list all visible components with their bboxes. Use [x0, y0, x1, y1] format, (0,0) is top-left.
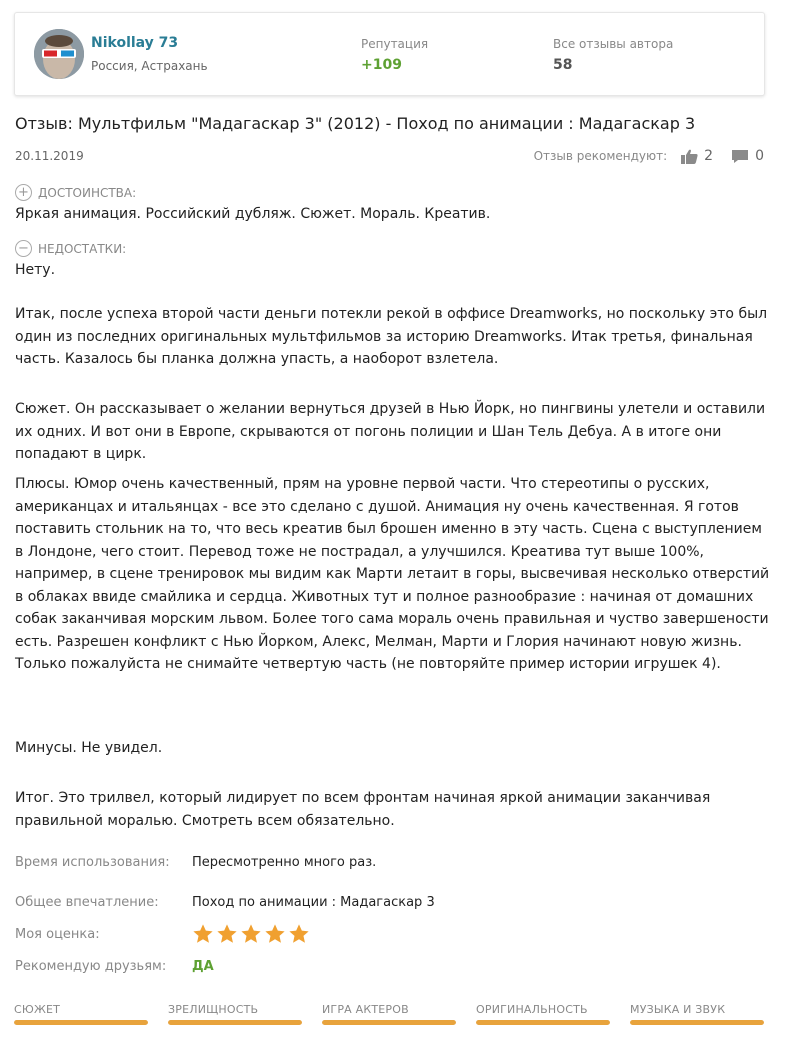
- criterion-item: [476, 1003, 610, 1025]
- review-paragraph: Итог. Это трилвел, который лидирует по всем фронтам начиная яркой анимации заканчивая правильной моралью. Смотреть всем обязательно.: [15, 790, 711, 829]
- cons-label: НЕДОСТАТКИ:: [38, 241, 127, 256]
- criterion-bar-fill: [168, 1020, 302, 1025]
- star-icon: [216, 923, 238, 945]
- star-icon: [240, 923, 262, 945]
- criterion-label: СЮЖЕТ: [14, 1003, 61, 1016]
- review-date: 20.11.2019: [15, 149, 84, 163]
- reputation-value: +109: [361, 57, 402, 73]
- author-location: Россия, Астрахань: [91, 59, 208, 73]
- plus-icon: +: [15, 184, 32, 201]
- review-title: Отзыв: Мультфильм "Мадагаскар 3" (2012) - Поход по анимации : Мадагаскар 3: [15, 114, 696, 133]
- criterion-bar: [14, 1020, 148, 1025]
- rating-stars: [192, 923, 310, 945]
- criterion-bar-fill: [322, 1020, 456, 1025]
- criterion-label: ИГРА АКТЕРОВ: [322, 1003, 409, 1016]
- criterion-item: [322, 1003, 456, 1025]
- pros-text: Яркая анимация. Российский дубляж. Сюжет. Мораль. Креатив.: [15, 206, 491, 222]
- review-paragraph: Плюсы. Юмор очень качественный, прям на уровне первой части. Что стереотипы о русских, американцах и итальянцах - все это сделано с душой. Анимация ну очень качественная. Я готов поставить стольник на то, что весь креатив был брошен именно в эту часть. Сцена с выступлением в Лондоне, чего стоит. Перевод тоже не пострадал, а улучшился. Креатива тут выше 100%, например, в сцене тренировок мы видим как Марти летаит в горы, высвечивая несколько отверстий в облаках ввиде смайлика и сердца. Животных тут и полное разнообразие : начиная от домашних собак заканчивая морским львом. Более того сама мораль очень правильная и чуство завершености есть. Разрешен конфликт с Нью Йорком, Алекс, Мелман, Марти и Глория начинают новую жизнь. Только пожалуйста не снимайте четвертую часть (не повторяйте пример истории игрушек 4).: [15, 476, 770, 672]
- all-reviews-label[interactable]: Все отзывы автора: [553, 37, 674, 51]
- criterion-item: [168, 1003, 302, 1025]
- criteria-ratings: [14, 1003, 764, 1025]
- pros-label: ДОСТОИНСТВА:: [38, 185, 137, 200]
- usage-label: Время использования:: [15, 855, 170, 870]
- review-paragraph: Минусы. Не увидел.: [15, 740, 163, 756]
- rating-label: Моя оценка:: [15, 927, 100, 942]
- criterion-label: МУЗЫКА И ЗВУК: [630, 1003, 726, 1016]
- criterion-item: [14, 1003, 148, 1025]
- likes-count: 2: [704, 148, 714, 164]
- cons-text: Нету.: [15, 262, 56, 278]
- criterion-bar-fill: [14, 1020, 148, 1025]
- review-paragraph: Сюжет. Он рассказывает о желании вернуться друзей в Нью Йорк, но пингвины улетели и оставили их одних. И вот они в Европе, скрываются от погонь полиции и Шан Тель Дебуа. А в итоге они попадают в цирк.: [15, 401, 766, 462]
- star-icon: [192, 923, 214, 945]
- criterion-item: [630, 1003, 764, 1025]
- criterion-bar: [476, 1020, 610, 1025]
- like-icon[interactable]: [681, 149, 698, 164]
- criterion-label: ЗРЕЛИЩНОСТЬ: [168, 1003, 259, 1016]
- avatar[interactable]: [34, 29, 84, 79]
- star-icon: [264, 923, 286, 945]
- recommend-bar: [534, 148, 764, 164]
- pros-header: [15, 184, 136, 201]
- star-icon: [288, 923, 310, 945]
- recommend-friends-label: Рекомендую друзьям:: [15, 959, 167, 974]
- author-card: [14, 12, 765, 96]
- criterion-bar: [168, 1020, 302, 1025]
- cons-header: [15, 240, 126, 257]
- recommend-friends-value: ДА: [192, 959, 214, 974]
- criterion-label: ОРИГИНАЛЬНОСТЬ: [476, 1003, 588, 1016]
- reputation-label: Репутация: [361, 37, 429, 51]
- usage-value: Пересмотренно много раз.: [192, 855, 377, 870]
- all-reviews-count[interactable]: 58: [553, 57, 573, 73]
- impression-value: Поход по анимации : Мадагаскар 3: [192, 895, 435, 910]
- comment-icon[interactable]: [731, 149, 749, 164]
- criterion-bar-fill: [476, 1020, 610, 1025]
- author-name[interactable]: Nikollay 73: [91, 35, 179, 51]
- avatar-image: [34, 29, 84, 79]
- recommend-label: Отзыв рекомендуют:: [533, 149, 668, 163]
- criterion-bar-fill: [630, 1020, 764, 1025]
- criterion-bar: [322, 1020, 456, 1025]
- review-paragraph: Итак, после успеха второй части деньги потекли рекой в оффисе Dreamworks, но поскольку это был один из последних оригинальных мультфильмов за историю Dreamworks. Итак третья, финальная часть. Казалось бы планка должна упасть, а наоборот взлетела.: [15, 306, 768, 367]
- impression-label: Общее впечатление:: [15, 895, 159, 910]
- criterion-bar: [630, 1020, 764, 1025]
- comments-count: 0: [755, 148, 764, 164]
- minus-icon: −: [15, 240, 32, 257]
